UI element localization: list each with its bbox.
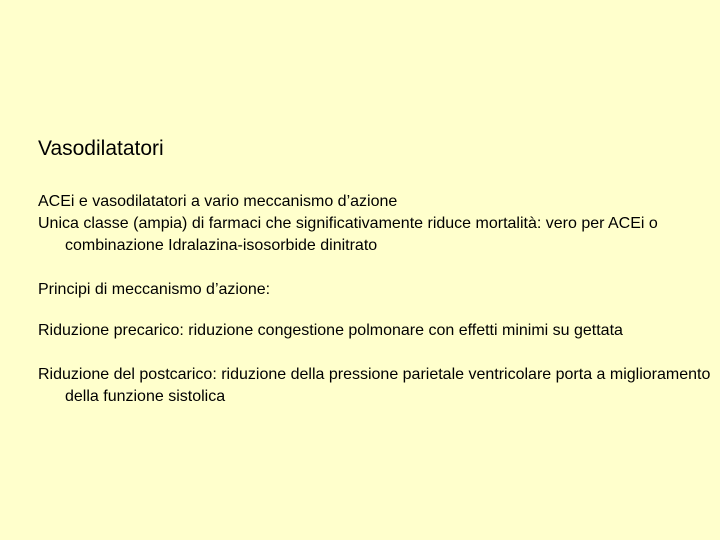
paragraph-postcarico: Riduzione del postcarico: riduzione della pressione parietale ventricolare porta a miglioramento della funzione sistolica xyxy=(38,366,711,405)
paragraph-mortalita: Unica classe (ampia) di farmaci che significativamente riduce mortalità: vero per ACEi o combinazione Idralazina-isosorbide dinitrato xyxy=(38,215,658,254)
paragraph-acei-vasodilatatori: ACEi e vasodilatatori a vario meccanismo d’azione xyxy=(38,193,398,210)
slide-title: Vasodilatatori xyxy=(38,137,164,160)
paragraph-principi: Principi di meccanismo d’azione: xyxy=(38,281,271,298)
paragraph-precarico: Riduzione precarico: riduzione congestione polmonare con effetti minimi su gettata xyxy=(38,322,623,339)
